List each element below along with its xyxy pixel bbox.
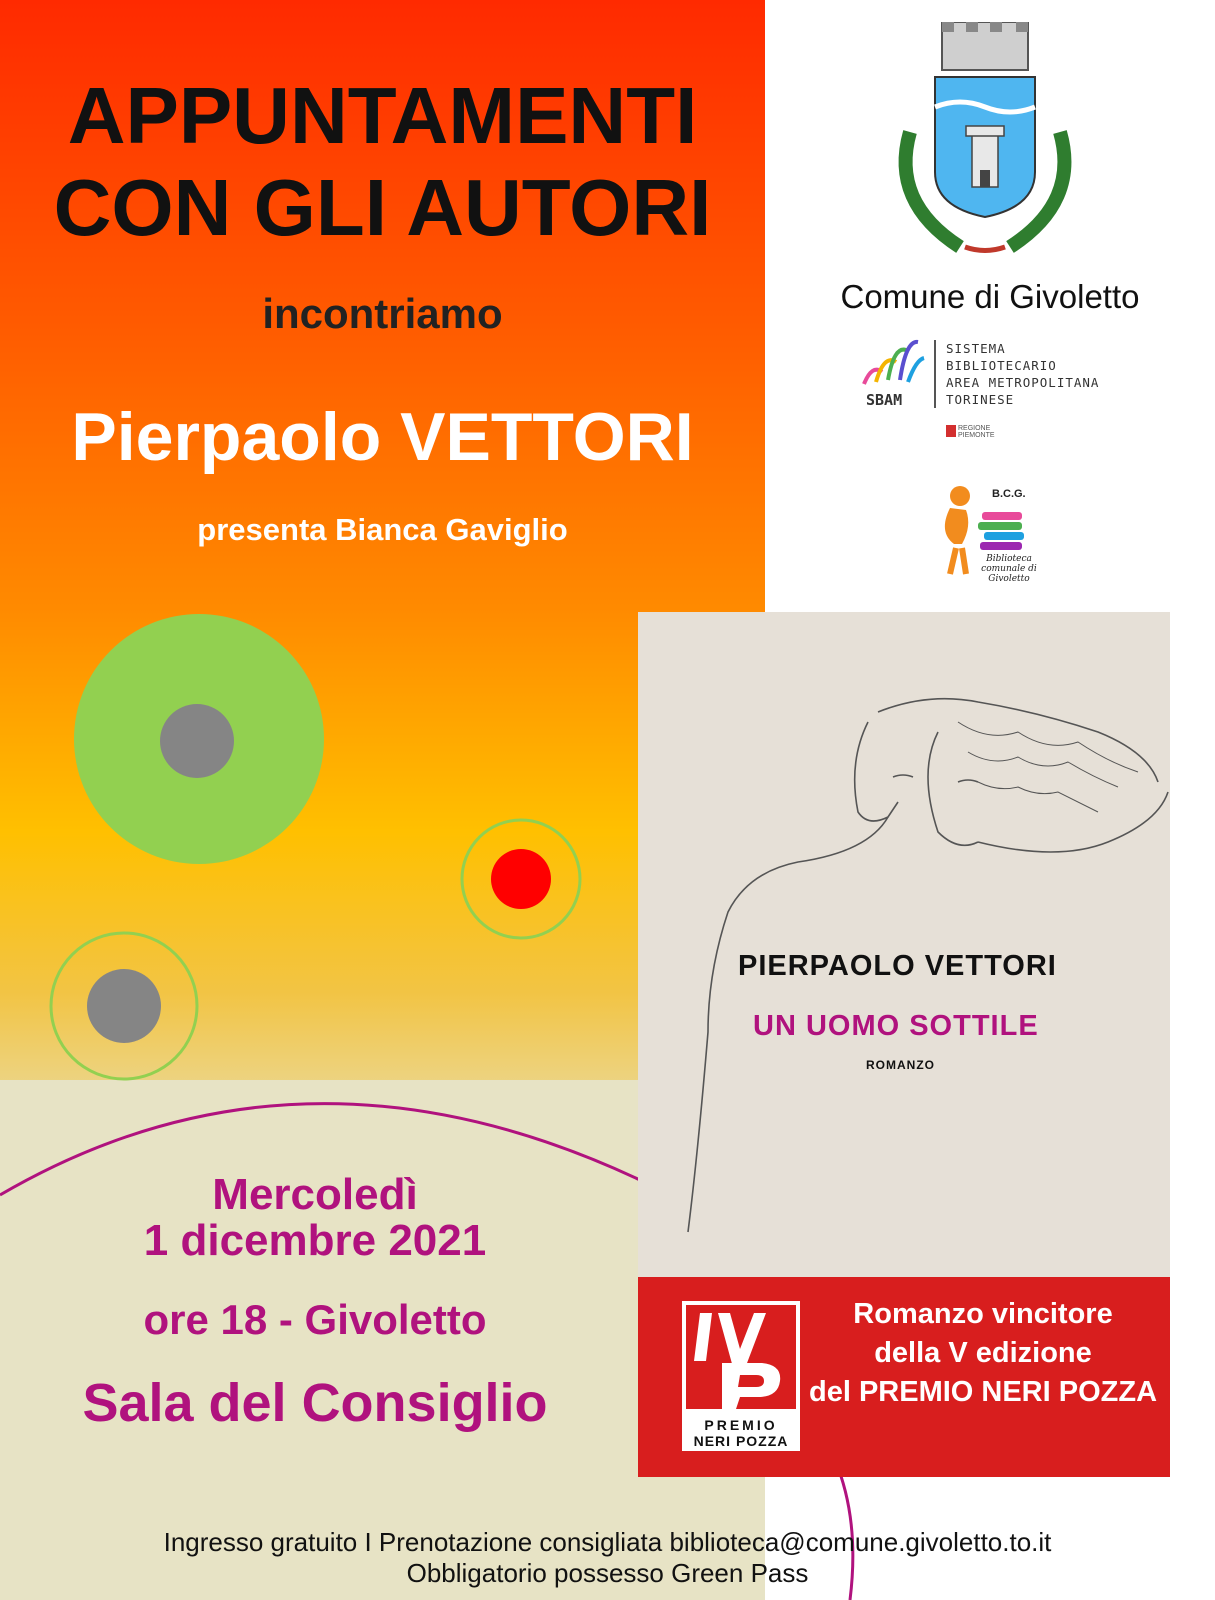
bcg-caption-line: Givoletto	[988, 574, 1030, 584]
bcg-caption-line: comunale di	[981, 564, 1037, 574]
book-cover	[638, 612, 1170, 1477]
event-time-place: ore 18 - Givoletto	[143, 1296, 487, 1343]
page-title	[0, 70, 765, 254]
neri-pozza-logo	[682, 1301, 800, 1451]
bcg-label: B.C.G.	[992, 488, 1026, 500]
red-dot	[491, 849, 551, 909]
prize-line: della V edizione	[874, 1337, 1092, 1369]
coat-of-arms-icon	[880, 22, 1090, 262]
prize-line: del PREMIO NERI POZZA	[808, 1376, 1158, 1408]
event-date: 1 dicembre 2021	[143, 1216, 487, 1265]
book-author: PIERPAOLO VETTORI	[738, 950, 1057, 982]
book-title: UN UOMO SOTTILE	[753, 1010, 1039, 1042]
title-line-2: CON GLI AUTORI	[53, 163, 712, 252]
municipality-name: Comune di Givoletto	[840, 278, 1140, 315]
sbam-line: AREA METROPOLITANA	[946, 375, 1100, 390]
event-day: Mercoledì	[212, 1170, 418, 1219]
grey-dot	[87, 969, 161, 1043]
sbam-line: TORINESE	[946, 392, 1015, 407]
footer-info: Ingresso gratuito I Prenotazione consigliata biblioteca@comune.givoletto.to.it	[163, 1527, 1052, 1557]
np-monogram-icon	[682, 1301, 800, 1413]
sbam-line: BIBLIOTECARIO	[946, 358, 1057, 373]
sbam-divider	[934, 340, 936, 408]
np-logo-line1: PREMIO	[704, 1417, 778, 1433]
event-venue: Sala del Consiglio	[82, 1373, 548, 1433]
bcg-caption-line: Biblioteca	[986, 554, 1032, 564]
large-grey-dot	[160, 704, 234, 778]
book-genre: ROMANZO	[866, 1058, 935, 1072]
sbam-full-name	[946, 340, 1099, 408]
prize-text	[808, 1295, 1158, 1412]
author-name: Pierpaolo VETTORI	[71, 399, 694, 475]
sbam-line: SISTEMA	[946, 341, 1006, 356]
np-logo-line2: NERI POZZA	[693, 1433, 789, 1449]
regione-line: PIEMONTE	[958, 432, 995, 439]
footer-green-pass: Obbligatorio possesso Green Pass	[406, 1558, 809, 1588]
regione-line: REGIONE	[958, 425, 991, 432]
subtitle: incontriamo	[262, 290, 503, 337]
sbam-abbreviation: SBAM	[866, 391, 903, 409]
regione-label	[958, 425, 995, 439]
title-line-1: APPUNTAMENTI	[67, 71, 698, 160]
regione-flag-icon	[946, 425, 956, 437]
bcg-caption	[980, 554, 1038, 584]
presenter-text: presenta Bianca Gaviglio	[197, 512, 568, 547]
prize-band	[638, 1277, 1170, 1477]
sbam-logo-icon	[858, 336, 928, 396]
sketch-faces-illustration	[638, 612, 1170, 1277]
prize-line: Romanzo vincitore	[853, 1298, 1113, 1330]
